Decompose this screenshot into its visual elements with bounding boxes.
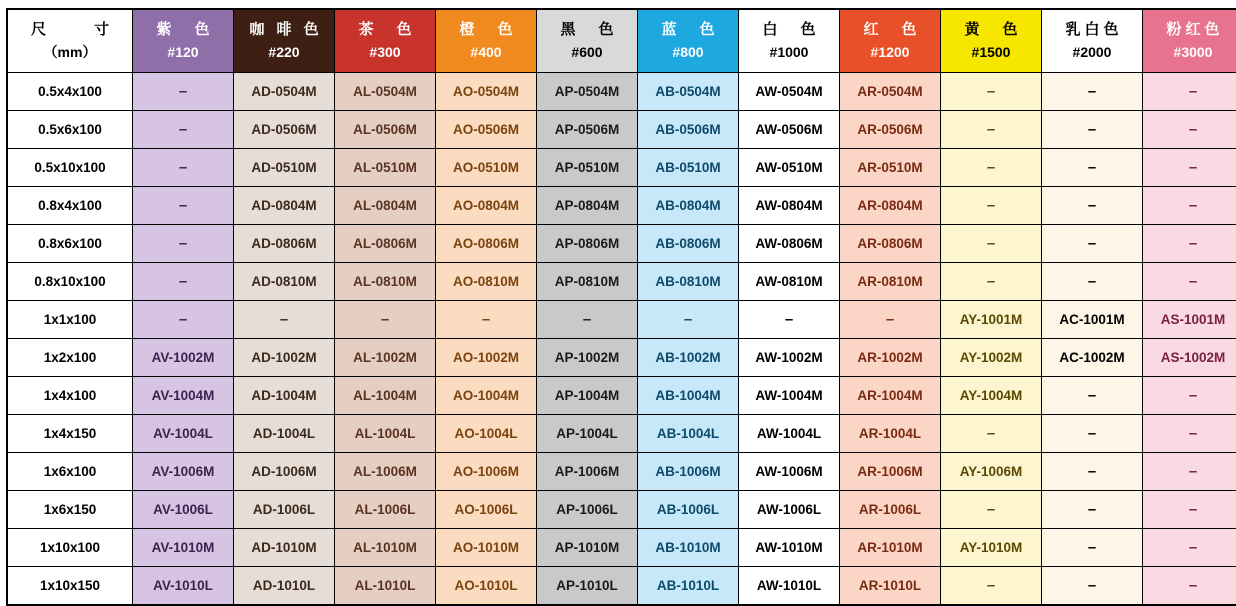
cell-size: 1x6x100 <box>7 453 133 491</box>
header-row <box>7 9 1236 73</box>
cell-product-code: AV-1010M <box>133 529 234 567</box>
cell-size: 1x2x100 <box>7 339 133 377</box>
table-body <box>7 73 1236 606</box>
cell-product-code: AL-0810M <box>335 263 436 301</box>
cell-product-code: – <box>1143 453 1236 491</box>
cell-product-code: AW-1004L <box>739 415 840 453</box>
cell-product-code: AV-1010L <box>133 567 234 606</box>
cell-product-code: AD-1010L <box>234 567 335 606</box>
cell-product-code: – <box>133 73 234 111</box>
cell-product-code: AL-1002M <box>335 339 436 377</box>
cell-product-code: – <box>941 73 1042 111</box>
grit-value: #300 <box>335 43 435 62</box>
cell-product-code: AC-1001M <box>1042 301 1143 339</box>
cell-product-code: AW-0810M <box>739 263 840 301</box>
color-name: 粉红色 <box>1143 20 1236 40</box>
cell-product-code: – <box>133 187 234 225</box>
cell-product-code: – <box>941 187 1042 225</box>
cell-product-code: – <box>1143 491 1236 529</box>
cell-product-code: – <box>133 301 234 339</box>
cell-product-code: – <box>1042 529 1143 567</box>
cell-product-code: – <box>537 301 638 339</box>
cell-size: 1x4x100 <box>7 377 133 415</box>
table-row <box>7 529 1236 567</box>
color-name: 茶 色 <box>335 20 435 40</box>
table-row <box>7 187 1236 225</box>
column-header-color-5 <box>638 9 739 73</box>
cell-product-code: AO-0510M <box>436 149 537 187</box>
cell-product-code: AR-0506M <box>840 111 941 149</box>
cell-size: 1x6x150 <box>7 491 133 529</box>
cell-product-code: – <box>133 149 234 187</box>
cell-product-code: – <box>1143 111 1236 149</box>
product-code-table <box>6 8 1236 606</box>
color-name: 黑 色 <box>537 20 637 40</box>
column-header-color-6 <box>739 9 840 73</box>
cell-product-code: AR-0804M <box>840 187 941 225</box>
column-header-color-10 <box>1143 9 1236 73</box>
cell-product-code: AW-0804M <box>739 187 840 225</box>
cell-product-code: AO-0806M <box>436 225 537 263</box>
cell-size: 1x1x100 <box>7 301 133 339</box>
cell-product-code: AL-0510M <box>335 149 436 187</box>
grit-value: #400 <box>436 43 536 62</box>
color-name: 乳白色 <box>1042 20 1142 40</box>
cell-product-code: AR-1004M <box>840 377 941 415</box>
cell-product-code: AO-1004M <box>436 377 537 415</box>
table-row <box>7 73 1236 111</box>
cell-product-code: AR-1002M <box>840 339 941 377</box>
cell-product-code: AW-0506M <box>739 111 840 149</box>
column-header-color-2 <box>335 9 436 73</box>
cell-product-code: – <box>1042 377 1143 415</box>
cell-product-code: AB-1010L <box>638 567 739 606</box>
cell-product-code: AV-1004M <box>133 377 234 415</box>
cell-product-code: AW-0504M <box>739 73 840 111</box>
cell-product-code: AC-1002M <box>1042 339 1143 377</box>
cell-product-code: – <box>941 415 1042 453</box>
cell-product-code: AR-0810M <box>840 263 941 301</box>
table-row <box>7 491 1236 529</box>
cell-product-code: AW-0510M <box>739 149 840 187</box>
grit-value: #1500 <box>941 43 1041 62</box>
cell-product-code: – <box>1143 529 1236 567</box>
column-header-color-4 <box>537 9 638 73</box>
table-row <box>7 377 1236 415</box>
cell-product-code: – <box>1042 491 1143 529</box>
cell-product-code: AD-1010M <box>234 529 335 567</box>
table-row <box>7 339 1236 377</box>
table-row <box>7 149 1236 187</box>
cell-product-code: – <box>941 567 1042 606</box>
column-header-size <box>7 9 133 73</box>
color-name: 白 色 <box>739 20 839 40</box>
cell-product-code: AB-1006L <box>638 491 739 529</box>
cell-product-code: – <box>133 225 234 263</box>
table-row <box>7 111 1236 149</box>
cell-product-code: AR-1006M <box>840 453 941 491</box>
cell-product-code: AD-0504M <box>234 73 335 111</box>
cell-product-code: AP-0806M <box>537 225 638 263</box>
cell-size: 0.5x6x100 <box>7 111 133 149</box>
cell-product-code: AY-1006M <box>941 453 1042 491</box>
cell-product-code: – <box>1143 149 1236 187</box>
cell-product-code: AR-0504M <box>840 73 941 111</box>
cell-size: 0.5x4x100 <box>7 73 133 111</box>
cell-product-code: AB-0506M <box>638 111 739 149</box>
cell-product-code: AP-0510M <box>537 149 638 187</box>
cell-product-code: AP-1006M <box>537 453 638 491</box>
cell-product-code: – <box>1042 73 1143 111</box>
cell-product-code: AL-1004L <box>335 415 436 453</box>
cell-product-code: – <box>133 263 234 301</box>
cell-product-code: AB-1010M <box>638 529 739 567</box>
cell-product-code: AD-1006L <box>234 491 335 529</box>
cell-size: 1x4x150 <box>7 415 133 453</box>
cell-product-code: AV-1004L <box>133 415 234 453</box>
cell-product-code: – <box>1042 567 1143 606</box>
cell-product-code: AD-0804M <box>234 187 335 225</box>
cell-size: 0.5x10x100 <box>7 149 133 187</box>
grit-value: #800 <box>638 43 738 62</box>
cell-product-code: AW-1010M <box>739 529 840 567</box>
cell-product-code: AO-1002M <box>436 339 537 377</box>
cell-product-code: – <box>1143 567 1236 606</box>
cell-product-code: – <box>1042 149 1143 187</box>
cell-product-code: AW-1006M <box>739 453 840 491</box>
cell-size: 0.8x10x100 <box>7 263 133 301</box>
cell-product-code: AR-1006L <box>840 491 941 529</box>
cell-product-code: – <box>1042 187 1143 225</box>
cell-product-code: AO-0506M <box>436 111 537 149</box>
table-row <box>7 567 1236 606</box>
cell-product-code: AD-1004L <box>234 415 335 453</box>
grit-value: #1000 <box>739 43 839 62</box>
cell-product-code: – <box>941 491 1042 529</box>
cell-product-code: – <box>941 111 1042 149</box>
cell-product-code: AY-1002M <box>941 339 1042 377</box>
cell-product-code: AO-1004L <box>436 415 537 453</box>
cell-product-code: AP-0804M <box>537 187 638 225</box>
cell-product-code: AB-1006M <box>638 453 739 491</box>
column-header-color-3 <box>436 9 537 73</box>
cell-product-code: AV-1006M <box>133 453 234 491</box>
cell-size: 0.8x6x100 <box>7 225 133 263</box>
cell-product-code: – <box>1042 453 1143 491</box>
cell-product-code: AY-1004M <box>941 377 1042 415</box>
cell-product-code: AL-0506M <box>335 111 436 149</box>
cell-product-code: AO-1006M <box>436 453 537 491</box>
cell-product-code: AB-0806M <box>638 225 739 263</box>
cell-product-code: AP-1010M <box>537 529 638 567</box>
cell-product-code: – <box>1143 415 1236 453</box>
cell-product-code: – <box>1143 187 1236 225</box>
cell-product-code: AB-1002M <box>638 339 739 377</box>
cell-product-code: – <box>1143 73 1236 111</box>
table-row <box>7 301 1236 339</box>
grit-value: #120 <box>133 43 233 62</box>
size-header-line1: 尺 寸 <box>8 20 132 40</box>
cell-product-code: – <box>436 301 537 339</box>
table-header <box>7 9 1236 73</box>
cell-product-code: AP-0506M <box>537 111 638 149</box>
cell-product-code: AL-0806M <box>335 225 436 263</box>
cell-product-code: – <box>234 301 335 339</box>
cell-product-code: – <box>1042 263 1143 301</box>
cell-product-code: AD-0810M <box>234 263 335 301</box>
cell-product-code: AW-1002M <box>739 339 840 377</box>
cell-product-code: AL-0804M <box>335 187 436 225</box>
cell-product-code: AY-1001M <box>941 301 1042 339</box>
cell-product-code: AD-1006M <box>234 453 335 491</box>
cell-product-code: AB-0504M <box>638 73 739 111</box>
cell-product-code: AV-1006L <box>133 491 234 529</box>
column-header-color-0 <box>133 9 234 73</box>
cell-product-code: – <box>1143 263 1236 301</box>
cell-product-code: AL-1010L <box>335 567 436 606</box>
cell-product-code: AL-0504M <box>335 73 436 111</box>
cell-product-code: – <box>1143 225 1236 263</box>
grit-value: #220 <box>234 43 334 62</box>
size-header-line2: （mm） <box>8 43 132 62</box>
cell-product-code: AL-1006M <box>335 453 436 491</box>
cell-product-code: AY-1010M <box>941 529 1042 567</box>
color-name: 黄 色 <box>941 20 1041 40</box>
color-name: 红 色 <box>840 20 940 40</box>
color-name: 咖 啡 色 <box>234 20 334 40</box>
cell-product-code: AB-1004M <box>638 377 739 415</box>
cell-product-code: – <box>1042 111 1143 149</box>
cell-size: 0.8x4x100 <box>7 187 133 225</box>
column-header-color-1 <box>234 9 335 73</box>
cell-product-code: AP-1006L <box>537 491 638 529</box>
cell-product-code: – <box>941 263 1042 301</box>
color-name: 橙 色 <box>436 20 536 40</box>
cell-product-code: AP-0810M <box>537 263 638 301</box>
cell-product-code: AP-1002M <box>537 339 638 377</box>
cell-product-code: AS-1002M <box>1143 339 1236 377</box>
cell-product-code: – <box>1143 377 1236 415</box>
cell-product-code: AB-1004L <box>638 415 739 453</box>
cell-product-code: AD-0806M <box>234 225 335 263</box>
cell-product-code: – <box>941 149 1042 187</box>
table-row <box>7 263 1236 301</box>
cell-product-code: AO-1010L <box>436 567 537 606</box>
table-row <box>7 453 1236 491</box>
cell-product-code: AR-1010M <box>840 529 941 567</box>
cell-product-code: AO-1006L <box>436 491 537 529</box>
cell-product-code: AR-1010L <box>840 567 941 606</box>
cell-size: 1x10x100 <box>7 529 133 567</box>
cell-product-code: AB-0804M <box>638 187 739 225</box>
cell-product-code: AS-1001M <box>1143 301 1236 339</box>
cell-product-code: – <box>133 111 234 149</box>
cell-product-code: AR-0806M <box>840 225 941 263</box>
cell-product-code: AR-0510M <box>840 149 941 187</box>
cell-product-code: – <box>335 301 436 339</box>
grit-value: #3000 <box>1143 43 1236 62</box>
cell-product-code: AD-1002M <box>234 339 335 377</box>
cell-product-code: AL-1004M <box>335 377 436 415</box>
cell-product-code: AD-0506M <box>234 111 335 149</box>
cell-product-code: – <box>739 301 840 339</box>
grit-value: #1200 <box>840 43 940 62</box>
color-name: 蓝 色 <box>638 20 738 40</box>
cell-product-code: AO-0504M <box>436 73 537 111</box>
cell-product-code: – <box>840 301 941 339</box>
cell-product-code: AP-1010L <box>537 567 638 606</box>
cell-product-code: AO-0804M <box>436 187 537 225</box>
cell-product-code: AB-0810M <box>638 263 739 301</box>
cell-product-code: AP-1004M <box>537 377 638 415</box>
color-name: 紫 色 <box>133 20 233 40</box>
cell-product-code: AV-1002M <box>133 339 234 377</box>
column-header-color-8 <box>941 9 1042 73</box>
cell-product-code: AL-1006L <box>335 491 436 529</box>
cell-product-code: AW-1004M <box>739 377 840 415</box>
cell-product-code: AO-1010M <box>436 529 537 567</box>
cell-product-code: AD-1004M <box>234 377 335 415</box>
cell-product-code: – <box>1042 225 1143 263</box>
grit-value: #600 <box>537 43 637 62</box>
cell-product-code: AL-1010M <box>335 529 436 567</box>
cell-product-code: – <box>1042 415 1143 453</box>
cell-product-code: AP-1004L <box>537 415 638 453</box>
cell-product-code: AW-0806M <box>739 225 840 263</box>
column-header-color-7 <box>840 9 941 73</box>
cell-size: 1x10x150 <box>7 567 133 606</box>
cell-product-code: AW-1006L <box>739 491 840 529</box>
cell-product-code: AD-0510M <box>234 149 335 187</box>
cell-product-code: AO-0810M <box>436 263 537 301</box>
table-row <box>7 415 1236 453</box>
cell-product-code: AR-1004L <box>840 415 941 453</box>
grit-value: #2000 <box>1042 43 1142 62</box>
table-row <box>7 225 1236 263</box>
cell-product-code: AW-1010L <box>739 567 840 606</box>
cell-product-code: AB-0510M <box>638 149 739 187</box>
column-header-color-9 <box>1042 9 1143 73</box>
cell-product-code: AP-0504M <box>537 73 638 111</box>
cell-product-code: – <box>941 225 1042 263</box>
cell-product-code: – <box>638 301 739 339</box>
